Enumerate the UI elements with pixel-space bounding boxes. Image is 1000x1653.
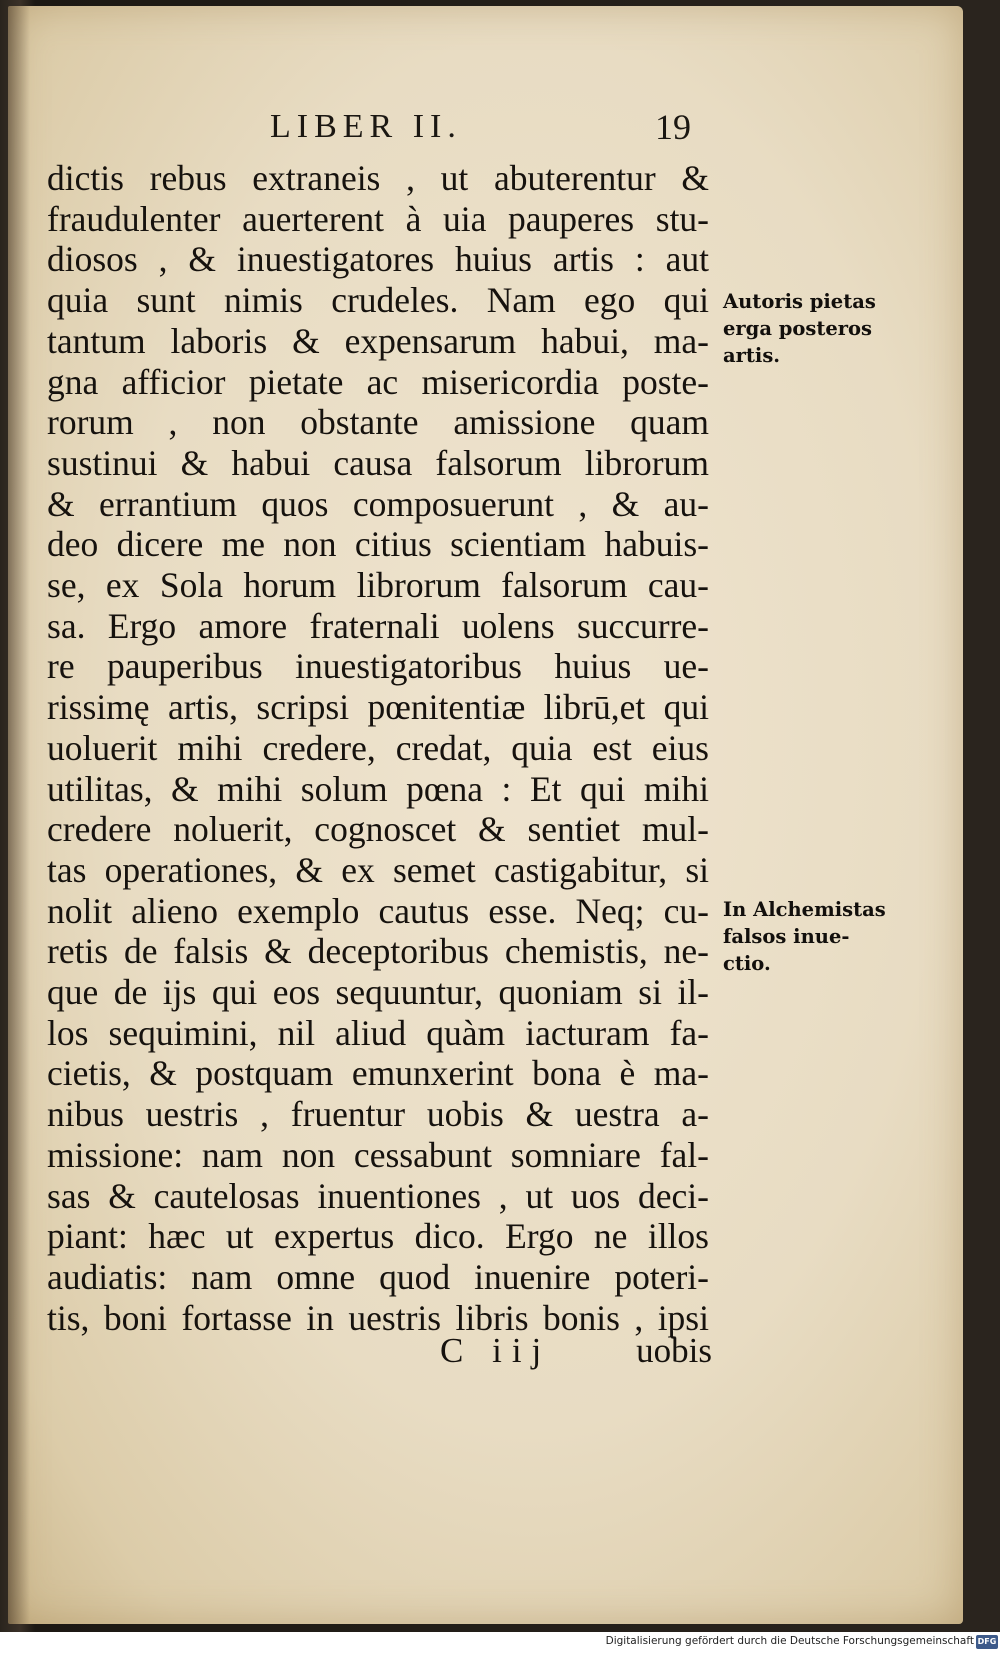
- text-line: cietis, & postquam emunxerint bona è ma-: [47, 1053, 709, 1094]
- text-line: re pauperibus inuestigatoribus huius ue-: [47, 646, 709, 687]
- catchword-line: [440, 1331, 712, 1375]
- text-line: & errantium quos composuerunt , & au-: [47, 483, 709, 524]
- text-line: missione: nam non cessabunt somniare fal-: [47, 1134, 709, 1175]
- text-line: utilitas, & mihi solum pœna : Et qui mihi: [47, 768, 709, 809]
- margin-note-line: In Alchemistas: [723, 898, 886, 921]
- text-line: diosos , & inuestigatores huius artis : aut: [47, 239, 709, 280]
- text-line: rorum , non obstante amissione quam: [47, 402, 709, 443]
- text-line: tis, boni fortasse in uestris libris bonis , ipsi: [47, 1297, 709, 1338]
- text-line: se, ex Sola horum librorum falsorum cau-: [47, 565, 709, 606]
- text-line: piant: hæc ut expertus dico. Ergo ne illos: [47, 1216, 709, 1257]
- margin-note-line: Autoris pietas: [723, 290, 876, 313]
- text-line: fraudulenter auerterent à uia pauperes stu-: [47, 198, 709, 239]
- signature-mark: C iij: [440, 1331, 552, 1370]
- text-line: sas & cautelosas inuentiones , ut uos deci-: [47, 1175, 709, 1216]
- text-line: retis de falsis & deceptoribus chemistis, ne-: [47, 931, 709, 972]
- catchword: uobis: [636, 1331, 712, 1370]
- margin-note-line: erga posteros: [723, 317, 873, 340]
- text-line: tas operationes, & ex semet castigabitur, si: [47, 849, 709, 890]
- text-line: nibus uestris , fruentur uobis & uestra a-: [47, 1094, 709, 1135]
- main-text-block: [47, 158, 709, 1338]
- text-line: uoluerit mihi credere, credat, quia est eius: [47, 727, 709, 768]
- text-line: rissimę artis, scripsi pœnitentiæ librū,et qui: [47, 687, 709, 728]
- text-line: dictis rebus extraneis , ut abuterentur &: [47, 158, 709, 198]
- text-line: sustinui & habui causa falsorum librorum: [47, 442, 709, 483]
- page-header: [270, 108, 690, 152]
- text-line: que de ijs qui eos sequuntur, quoniam si il-: [47, 972, 709, 1013]
- text-line: deo dicere me non citius scientiam habuis-: [47, 524, 709, 565]
- text-line: sa. Ergo amore fraternali uolens succurre-: [47, 605, 709, 646]
- text-line: tantum laboris & expensarum habui, ma-: [47, 320, 709, 361]
- margin-note-autoris-pietas: [723, 288, 903, 369]
- margin-note-line: ctio.: [723, 952, 771, 975]
- dfg-logo-icon: DFG: [976, 1635, 998, 1649]
- margin-note-in-alchemistas: [723, 896, 903, 977]
- text-line: gna afficior pietate ac misericordia poste-: [47, 361, 709, 402]
- text-line: credere noluerit, cognoscet & sentiet mul-: [47, 809, 709, 850]
- text-line: nolit alieno exemplo cautus esse. Neq; cu-: [47, 890, 709, 931]
- page-number: 19: [655, 107, 691, 147]
- text-line: quia sunt nimis crudeles. Nam ego qui: [47, 280, 709, 321]
- margin-note-line: falsos inue-: [723, 925, 850, 948]
- funding-credit: Digitalisierung gefördert durch die Deutsche Forschungsgemeinschaft: [605, 1635, 974, 1647]
- margin-note-line: artis.: [723, 344, 781, 367]
- text-line: audiatis: nam omne quod inuenire poteri-: [47, 1256, 709, 1297]
- running-title: LIBER II.: [270, 108, 462, 145]
- text-line: los sequimini, nil aliud quàm iacturam fa-: [47, 1012, 709, 1053]
